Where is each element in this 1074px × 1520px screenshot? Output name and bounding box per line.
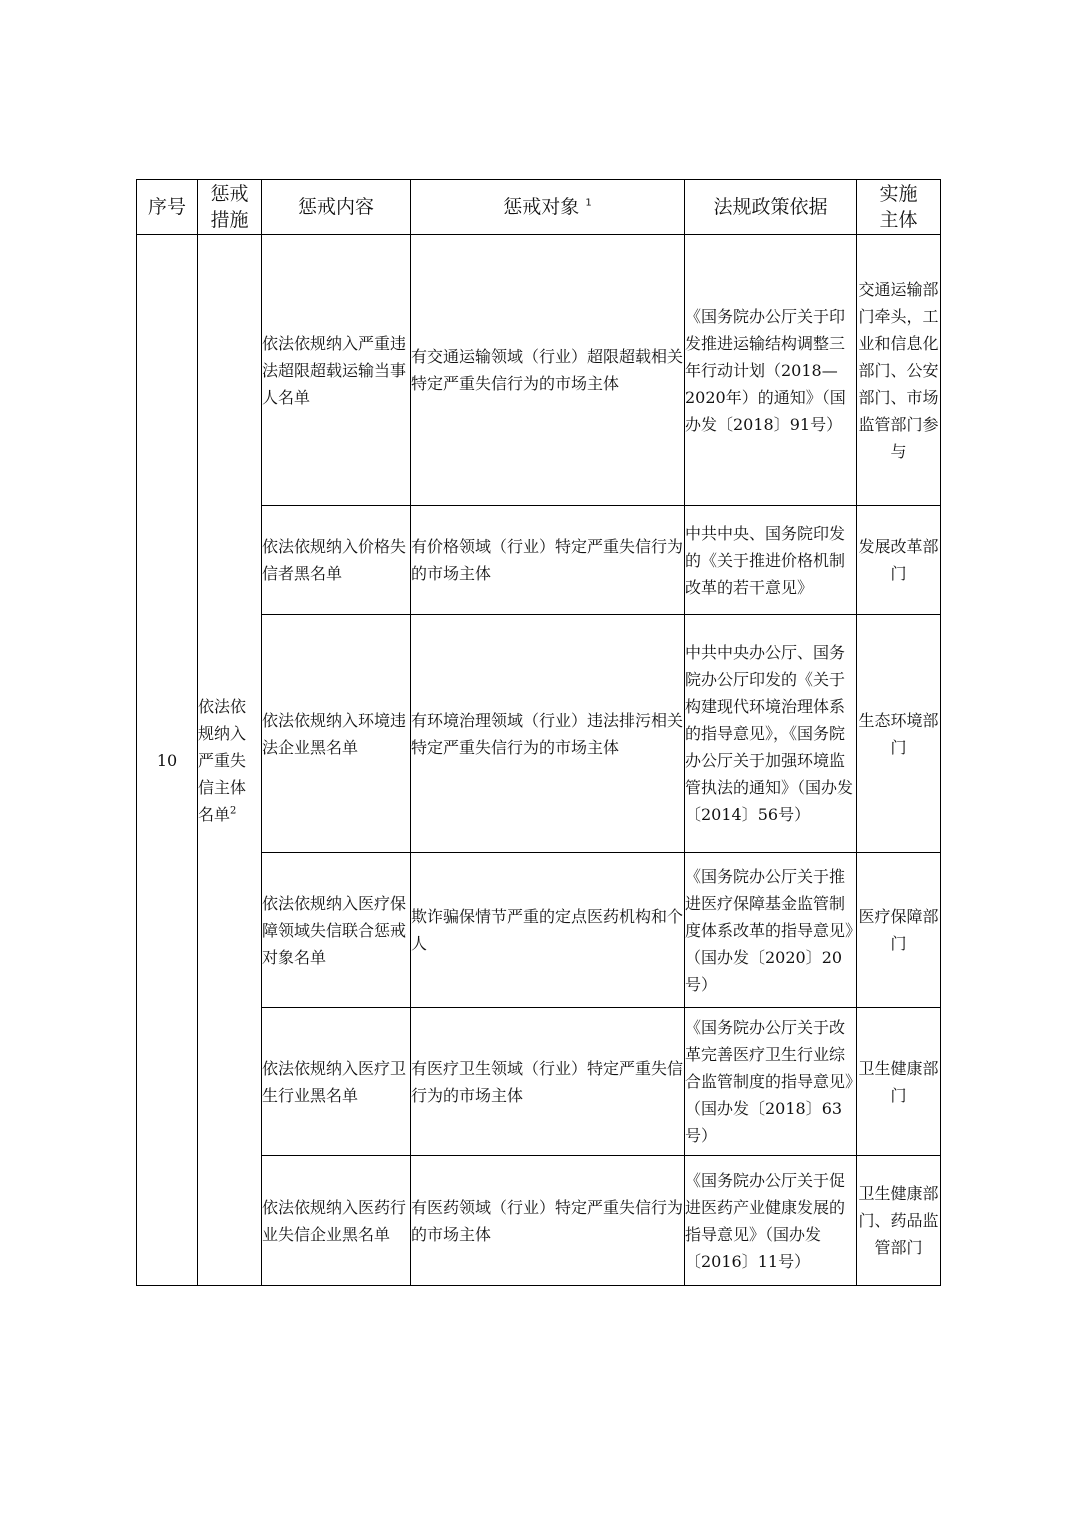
entity-cell: 卫生健康部门 <box>857 1008 941 1156</box>
policy-cell: 中共中央办公厅、国务院办公厅印发的《关于构建现代环境治理体系的指导意见》，《国务院办公厅关于加强环境监管执法的通知》（国办发〔2014〕56号） <box>685 615 857 853</box>
entity-cell: 生态环境部门 <box>857 615 941 853</box>
header-entity <box>857 180 941 235</box>
content-cell: 依法依规纳入医疗卫生行业黑名单 <box>262 1008 411 1156</box>
content-cell: 依法依规纳入价格失信者黑名单 <box>262 506 411 615</box>
target-cell: 有医药领域（行业）特定严重失信行为的市场主体 <box>411 1156 685 1286</box>
target-cell: 有交通运输领域（行业）超限超载相关特定严重失信行为的市场主体 <box>411 235 685 506</box>
entity-cell: 交通运输部门牵头，工业和信息化部门、公安部门、市场监管部门参与 <box>857 235 941 506</box>
target-cell: 有价格领域（行业）特定严重失信行为的市场主体 <box>411 506 685 615</box>
measure-text: 依法依规纳入严重失信主体名单 <box>198 696 247 824</box>
header-measure <box>198 180 262 235</box>
header-measure-label: 惩戒措施 <box>210 183 249 231</box>
policy-cell: 《国务院办公厅关于印发推进运输结构调整三年行动计划（2018—2020年）的通知》（国办发〔2018〕91号） <box>685 235 857 506</box>
header-seq: 序号 <box>137 180 198 235</box>
measure-cell <box>198 235 262 1286</box>
content-cell: 依法依规纳入医疗保障领域失信联合惩戒对象名单 <box>262 853 411 1008</box>
header-target <box>411 180 685 235</box>
header-entity-label: 实施主体 <box>879 183 918 231</box>
content-cell: 依法依规纳入环境违法企业黑名单 <box>262 615 411 853</box>
header-target-footnote: 1 <box>585 197 592 209</box>
entity-cell: 医疗保障部门 <box>857 853 941 1008</box>
target-cell: 有医疗卫生领域（行业）特定严重失信行为的市场主体 <box>411 1008 685 1156</box>
content-cell: 依法依规纳入医药行业失信企业黑名单 <box>262 1156 411 1286</box>
policy-cell: 《国务院办公厅关于改革完善医疗卫生行业综合监管制度的指导意见》（国办发〔2018〕63号） <box>685 1008 857 1156</box>
header-policy: 法规政策依据 <box>685 180 857 235</box>
seq-cell: 10 <box>137 235 198 1286</box>
content-cell: 依法依规纳入严重违法超限超载运输当事人名单 <box>262 235 411 506</box>
policy-cell: 《国务院办公厅关于促进医药产业健康发展的指导意见》（国办发〔2016〕11号） <box>685 1156 857 1286</box>
entity-cell: 卫生健康部门、药品监管部门 <box>857 1156 941 1286</box>
table-header-row <box>137 180 941 235</box>
table-row <box>137 235 941 506</box>
punishment-table <box>136 179 941 1286</box>
target-cell: 欺诈骗保情节严重的定点医药机构和个人 <box>411 853 685 1008</box>
target-cell: 有环境治理领域（行业）违法排污相关特定严重失信行为的市场主体 <box>411 615 685 853</box>
policy-cell: 《国务院办公厅关于推进医疗保障基金监管制度体系改革的指导意见》（国办发〔2020〕20号） <box>685 853 857 1008</box>
header-content: 惩戒内容 <box>262 180 411 235</box>
header-target-label: 惩戒对象 <box>503 196 580 218</box>
entity-cell: 发展改革部门 <box>857 506 941 615</box>
measure-footnote: 2 <box>230 805 237 817</box>
policy-cell: 中共中央、国务院印发的《关于推进价格机制改革的若干意见》 <box>685 506 857 615</box>
